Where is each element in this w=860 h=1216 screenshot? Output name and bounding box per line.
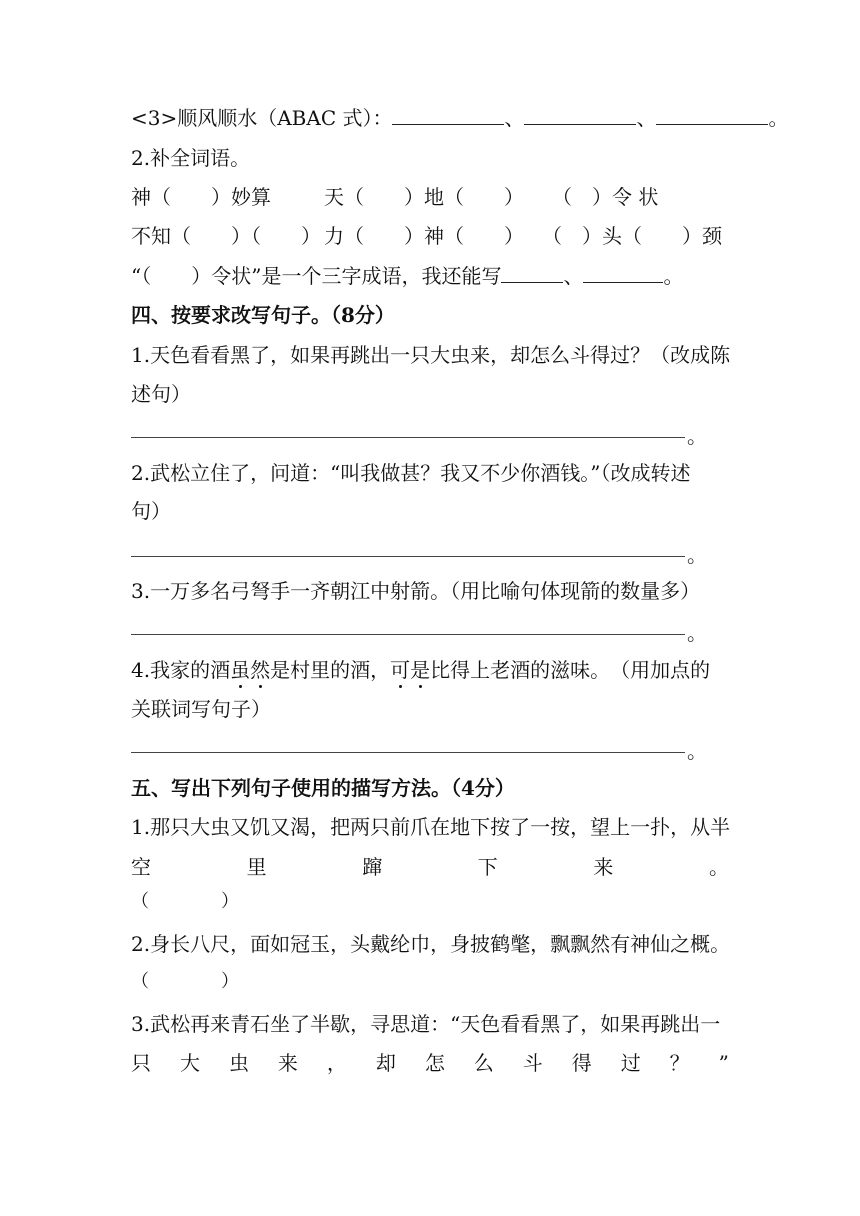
answer-blank-4[interactable] — [501, 262, 563, 283]
idiom-item[interactable]: （ ）头（ ）颈 — [542, 224, 722, 248]
abac-label: <3>顺风顺水（ABAC 式）： — [131, 106, 393, 130]
period: 。 — [687, 739, 707, 763]
s4-q3-line1: 3.一万多名弓弩手一齐朝江中射箭。（用比喻句体现箭的数量多） — [131, 579, 701, 603]
answer-blank-3[interactable] — [656, 104, 768, 125]
char: 大 — [179, 1051, 200, 1075]
idiom-item[interactable]: 力（ ）神（ ） — [324, 224, 524, 248]
section-5-heading: 五、写出下列句子使用的描写方法。（4分） — [131, 776, 515, 800]
idiom-item[interactable]: 不知（ ）（ ） — [131, 224, 321, 248]
s4-q1-line1: 1.天色看看黑了，如果再跳出一只大虫来，却怎么斗得过？（改成陈 — [131, 343, 731, 367]
char: 斗 — [522, 1051, 543, 1075]
period: 。 — [687, 424, 707, 448]
char: 。 — [708, 855, 729, 879]
dotted-char: 然 — [250, 658, 271, 682]
char: 却 — [375, 1051, 396, 1075]
dotted-char: 可 — [390, 658, 411, 682]
s5-q2-line1: 2.身长八尺，面如冠玉，头戴纶巾，身披鹤氅，飘飘然有神仙之概。 — [131, 932, 731, 956]
s5-q1-answer-paren[interactable]: （ ） — [131, 891, 239, 912]
s4-q4-text: 4.我家的酒 — [131, 658, 231, 682]
s4-q4-line1 — [131, 656, 710, 684]
answer-blank-2[interactable] — [524, 104, 636, 125]
char: 过 — [620, 1051, 641, 1075]
three-char-idiom-line — [131, 262, 683, 290]
char: ， — [326, 1051, 347, 1075]
dotted-char: 虽 — [230, 658, 251, 682]
char: 空 — [131, 855, 151, 879]
s5-q3-line2 — [131, 1049, 729, 1077]
s4-q2-line2: 句） — [131, 499, 171, 523]
s4-q2-answer-line[interactable] — [131, 556, 685, 557]
section-4-heading: 四、按要求改写句子。（8分） — [131, 303, 395, 327]
separator: 、 — [563, 264, 584, 288]
s5-q2-answer-paren[interactable]: （ ） — [131, 971, 239, 992]
complete-words-title: 2.补全词语。 — [131, 146, 251, 170]
period: 。 — [687, 621, 707, 645]
period: 。 — [663, 264, 684, 288]
char: 得 — [571, 1051, 592, 1075]
char: 虫 — [228, 1051, 249, 1075]
char: 里 — [246, 855, 267, 879]
s5-q1-line2 — [131, 853, 729, 881]
idiom-item[interactable]: 天（ ）地（ ） — [324, 185, 524, 209]
s5-q3-line1: 3.武松再来青石坐了半歇，寻思道：“天色看看黑了，如果再跳出一 — [131, 1012, 721, 1036]
idiom-item[interactable]: 神（ ）妙算 — [131, 185, 271, 209]
answer-blank-1[interactable] — [392, 104, 504, 125]
s4-q3-answer-line[interactable] — [131, 634, 685, 635]
char: ” — [718, 1051, 729, 1075]
s4-q4-text: 是村里的酒， — [270, 658, 391, 682]
char: 只 — [131, 1051, 151, 1075]
char: 来 — [277, 1051, 298, 1075]
idiom-item[interactable]: （ ）令 状 — [552, 185, 659, 209]
s4-q1-line2: 述句） — [131, 382, 191, 406]
period: 。 — [768, 106, 789, 130]
abac-question — [131, 104, 788, 132]
period: 。 — [687, 543, 707, 567]
separator: 、 — [504, 106, 525, 130]
char: 来 — [593, 855, 614, 879]
dotted-char: 是 — [410, 658, 431, 682]
s5-q1-line1: 1.那只大虫又饥又渴，把两只前爪在地下按了一按，望上一扑，从半 — [131, 815, 731, 839]
s4-q2-line1: 2.武松立住了，问道：“叫我做甚？我又不少你酒钱。”（改成转述 — [131, 461, 691, 485]
answer-blank-5[interactable] — [583, 262, 663, 283]
s4-q4-line2: 关联词写句子） — [131, 697, 271, 721]
char: 怎 — [424, 1051, 445, 1075]
separator: 、 — [636, 106, 657, 130]
char: 下 — [477, 855, 498, 879]
s4-q4-answer-line[interactable] — [131, 752, 685, 753]
idiom-prompt: “（ ）令状”是一个三字成语，我还能写 — [131, 264, 502, 288]
s4-q4-text: 比得上老酒的滋味。 （用加点的 — [430, 658, 711, 682]
s4-q1-answer-line[interactable] — [131, 437, 685, 438]
char: 蹿 — [362, 855, 383, 879]
char: ？ — [669, 1051, 690, 1075]
char: 么 — [473, 1051, 494, 1075]
